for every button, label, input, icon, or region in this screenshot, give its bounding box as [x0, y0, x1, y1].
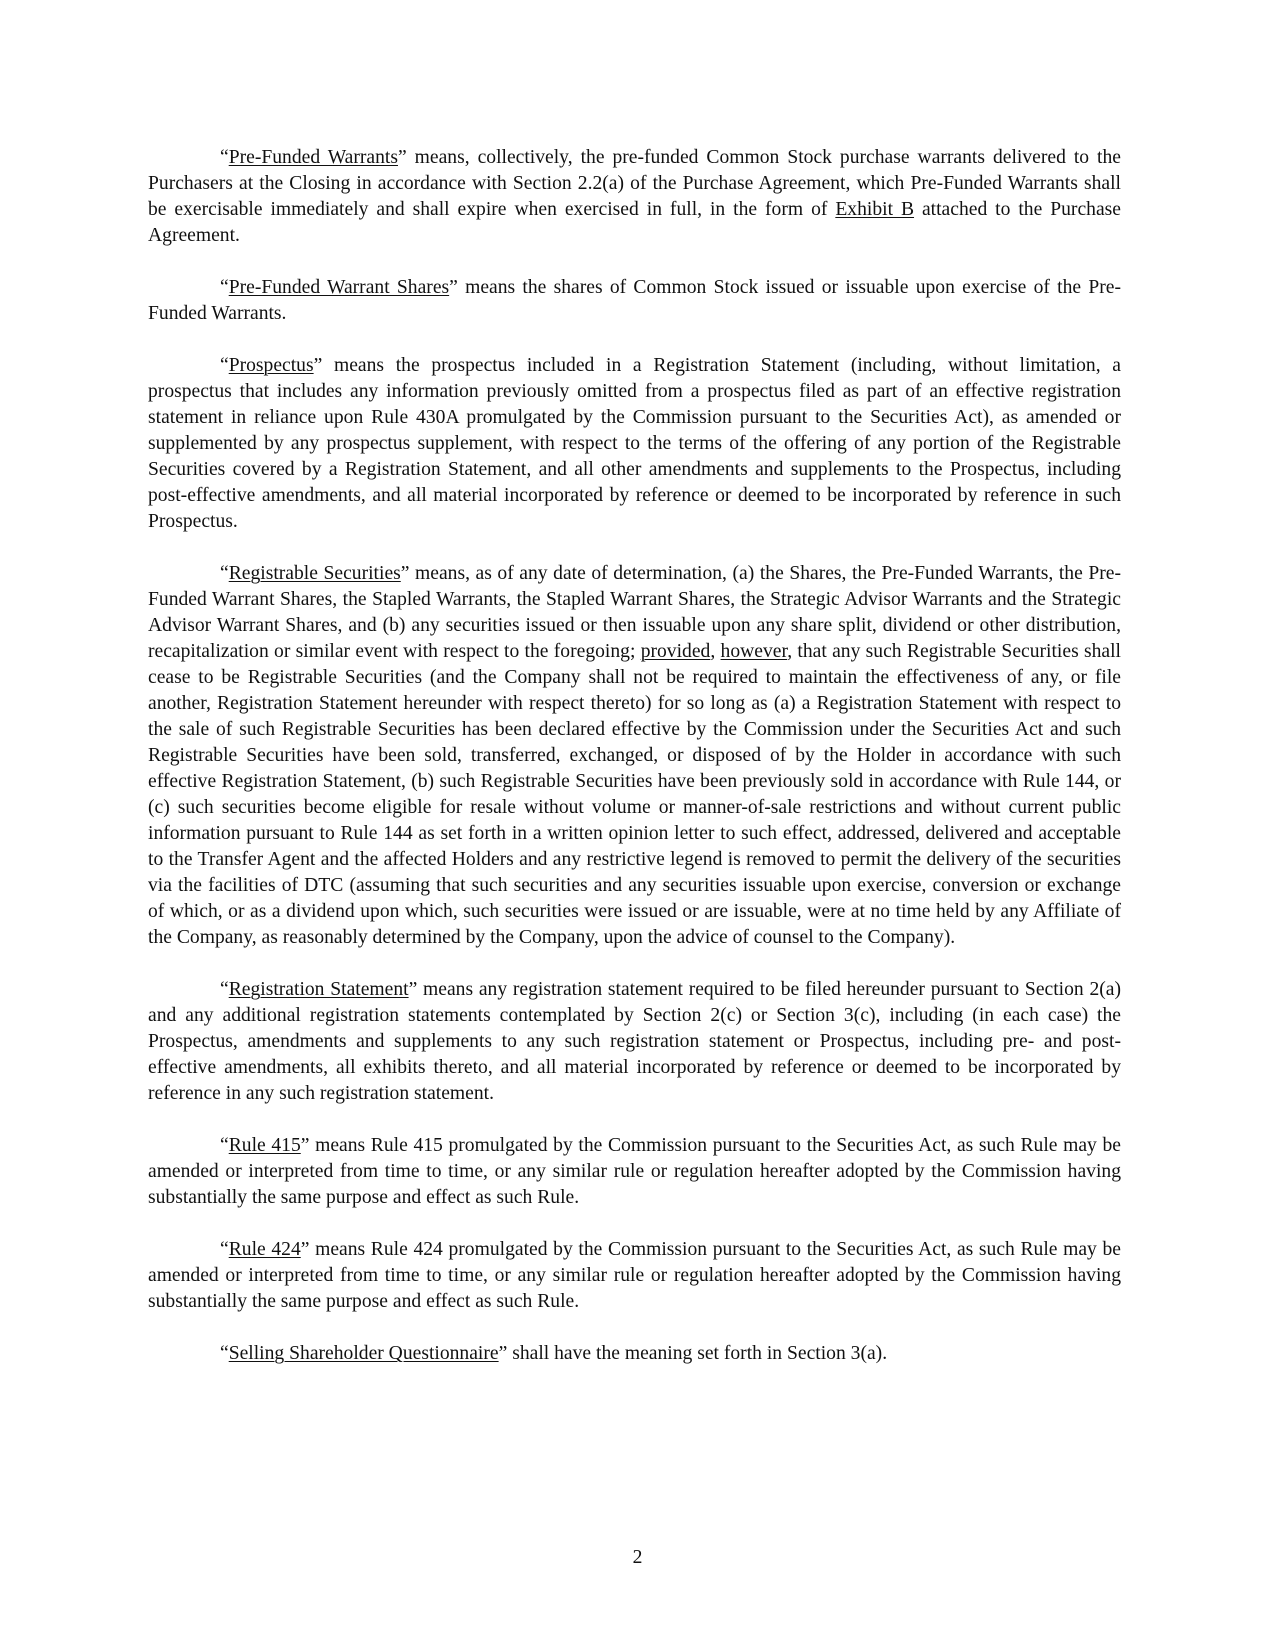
definition-selling-shareholder-questionnaire: “Selling Shareholder Questionnaire” shall have the meaning set forth in Section 3(a).: [220, 1343, 888, 1364]
proviso-however: however: [720, 641, 788, 662]
defined-term: Rule 424: [228, 1239, 301, 1260]
definition-registrable-securities: “Registrable Securities” means, as of any date of determination, (a) the Shares, the Pre-Funded Warrants, the Pre-Funded Warrant Shares, the Stapled Warrants, the Stapled Warrant Shares, the Strategic Advisor Warrants and the Strategic Advisor Warrant Shares, and (b) any securities issued or then issuable upon any share split, dividend or other distribution, recapitalization or similar event with respect to the foregoing; provided, however, that any such Registrable Securities shall cease to be Registrable Securities (and the Company shall not be required to maintain the effectiveness of any, or file another, Registration Statement hereunder with respect thereto) for so long as (a) a Registration Statement with respect to the sale of such Registrable Securities has been declared effective by the Commission under the Securities Act and such Registrable Securities have been sold, transferred, exchanged, or disposed of by the Holder in accordance with such effective Registration Statement, (b) such Registrable Securities have been previously sold in accordance with Rule 144, or (c) such securities become eligible for resale without volume or manner-of-sale restrictions and without current public information pursuant to Rule 144 as set forth in a written opinion letter to such effect, addressed, delivered and acceptable to the Transfer Agent and the affected Holders and any restrictive legend is removed to permit the delivery of the securities via the facilities of DTC (assuming that such securities and any securities issuable upon exercise, conversion or exchange of which, or as a dividend upon which, such securities were issued or are issuable, were at no time held by any Affiliate of the Company, as reasonably determined by the Company, upon the advice of counsel to the Company).: [148, 563, 1121, 948]
definition-prospectus: “Prospectus” means the prospectus included in a Registration Statement (including, without limitation, a prospectus that includes any information previously omitted from a prospectus filed as part of an effective registration statement in reliance upon Rule 430A promulgated by the Commission pursuant to the Securities Act), as amended or supplemented by any prospectus supplement, with respect to the terms of the offering of any portion of the Registrable Securities covered by a Registration Statement, and all other amendments and supplements to the Prospectus, including post-effective amendments, and all material incorporated by reference or deemed to be incorporated by reference in such Prospectus.: [148, 355, 1121, 532]
definition-text: ” shall have the meaning set forth in Section 3(a).: [498, 1343, 888, 1364]
definition-text: ” means any registration statement required to be filed hereunder pursuant to Section 2(a) and any additional registration statements contemplated by Section 2(c) or Section 3(c), including (in each case) the Prospectus, amendments and supplements to any such registration statement or Prospectus, including pre- and post-effective amendments, all exhibits thereto, and all material incorporated by reference or deemed to be incorporated by reference in any such registration statement.: [148, 979, 1121, 1104]
definition-pre-funded-warrant-shares: “Pre-Funded Warrant Shares” means the shares of Common Stock issued or issuable upon exercise of the Pre-Funded Warrants.: [148, 277, 1121, 324]
definition-text: ” means Rule 424 promulgated by the Commission pursuant to the Securities Act, as such Rule may be amended or interpreted from time to time, or any similar rule or regulation hereafter adopted by the Commission having substantially the same purpose and effect as such Rule.: [148, 1239, 1121, 1312]
definition-rule-424: “Rule 424” means Rule 424 promulgated by the Commission pursuant to the Securities Act, as such Rule may be amended or interpreted from time to time, or any similar rule or regulation hereafter adopted by the Commission having substantially the same purpose and effect as such Rule.: [148, 1239, 1121, 1312]
definition-text: , that any such Registrable Securities shall cease to be Registrable Securities (and the Company shall not be required to maintain the effectiveness of any, or file another, Registration Statement hereunder with respect thereto) for so long as (a) a Registration Statement with respect to the sale of such Registrable Securities has been declared effective by the Commission under the Securities Act and such Registrable Securities have been sold, transferred, exchanged, or disposed of by the Holder in accordance with such effective Registration Statement, (b) such Registrable Securities have been previously sold in accordance with Rule 144, or (c) such securities become eligible for resale without volume or manner-of-sale restrictions and without current public information pursuant to Rule 144 as set forth in a written opinion letter to such effect, addressed, delivered and acceptable to the Transfer Agent and the affected Holders and any restrictive legend is removed to permit the delivery of the securities via the facilities of DTC (assuming that such securities and any securities issuable upon exercise, conversion or exchange of which, or as a dividend upon which, such securities were issued or are issuable, were at no time held by any Affiliate of the Company, as reasonably determined by the Company, upon the advice of counsel to the Company).: [148, 641, 1121, 948]
definition-text: ” means, as of any date of determination, (a) the Shares, the Pre-Funded Warrants, the Pre-Funded Warrant Shares, the Stapled Warrants, the Stapled Warrant Shares, the Strategic Advisor Warrants and the Strategic Advisor Warrant Shares, and (b) any securities issued or then issuable upon any share split, dividend or other distribution, recapitalization or similar event with respect to the foregoing;: [148, 563, 1121, 662]
exhibit-reference: Exhibit B: [835, 199, 915, 220]
definition-pre-funded-warrants: “Pre-Funded Warrants” means, collectively, the pre-funded Common Stock purchase warrants delivered to the Purchasers at the Closing in accordance with Section 2.2(a) of the Purchase Agreement, which Pre-Funded Warrants shall be exercisable immediately and shall expire when exercised in full, in the form of Exhibit B attached to the Purchase Agreement.: [148, 147, 1121, 246]
page-number: 2: [632, 1547, 643, 1568]
proviso-provided: provided: [640, 641, 711, 662]
document-body: [148, 145, 1121, 1393]
definition-text: ” means, collectively, the pre-funded Common Stock purchase warrants delivered to the Purchasers at the Closing in accordance with Section 2.2(a) of the Purchase Agreement, which Pre-Funded Warrants shall be exercisable immediately and shall expire when exercised in full, in the form of: [148, 147, 1121, 220]
defined-term: Pre-Funded Warrants: [228, 147, 398, 168]
definition-text: attached to the Purchase Agreement.: [148, 199, 1121, 246]
defined-term: Selling Shareholder Questionnaire: [228, 1343, 499, 1364]
defined-term: Rule 415: [228, 1135, 301, 1156]
definition-text: ” means the shares of Common Stock issued or issuable upon exercise of the Pre-Funded Warrants.: [148, 277, 1121, 324]
defined-term: Registrable Securities: [228, 563, 401, 584]
definition-text: ” means the prospectus included in a Registration Statement (including, without limitation, a prospectus that includes any information previously omitted from a prospectus filed as part of an effective registration statement in reliance upon Rule 430A promulgated by the Commission pursuant to the Securities Act), as amended or supplemented by any prospectus supplement, with respect to the terms of the offering of any portion of the Registrable Securities covered by a Registration Statement, and all other amendments and supplements to the Prospectus, including post-effective amendments, and all material incorporated by reference or deemed to be incorporated by reference in such Prospectus.: [148, 355, 1121, 532]
definition-text: ” means Rule 415 promulgated by the Commission pursuant to the Securities Act, as such Rule may be amended or interpreted from time to time, or any similar rule or regulation hereafter adopted by the Commission having substantially the same purpose and effect as such Rule.: [148, 1135, 1121, 1208]
defined-term: Prospectus: [228, 355, 314, 376]
defined-term: Registration Statement: [228, 979, 409, 1000]
defined-term: Pre-Funded Warrant Shares: [228, 277, 450, 298]
definition-rule-415: “Rule 415” means Rule 415 promulgated by the Commission pursuant to the Securities Act, as such Rule may be amended or interpreted from time to time, or any similar rule or regulation hereafter adopted by the Commission having substantially the same purpose and effect as such Rule.: [148, 1135, 1121, 1208]
definition-registration-statement: “Registration Statement” means any registration statement required to be filed hereunder pursuant to Section 2(a) and any additional registration statements contemplated by Section 2(c) or Section 3(c), including (in each case) the Prospectus, amendments and supplements to any such registration statement or Prospectus, including pre- and post-effective amendments, all exhibits thereto, and all material incorporated by reference or deemed to be incorporated by reference in any such registration statement.: [148, 979, 1121, 1104]
